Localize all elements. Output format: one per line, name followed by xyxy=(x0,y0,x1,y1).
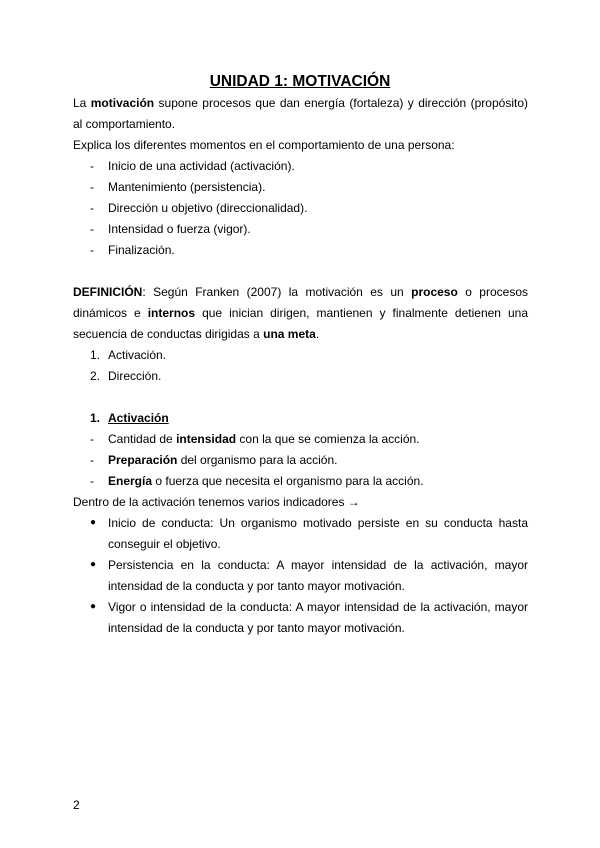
list-item: Inicio de una actividad (activación). xyxy=(108,159,295,173)
list-item xyxy=(108,473,424,489)
definition-line-1 xyxy=(73,284,528,300)
page-title: UNIDAD 1: MOTIVACIÓN xyxy=(209,73,391,90)
list-item: Mantenimiento (persistencia). xyxy=(108,180,266,194)
indicator-item: Persistencia en la conducta: A mayor intensidad de la activación, mayor intensidad de la conducta y por tanto mayor motivación. xyxy=(108,558,528,593)
list-dash: - xyxy=(90,180,94,194)
definition-label: DEFINICIÓN xyxy=(73,285,143,299)
list-dash: - xyxy=(90,159,94,173)
indicators-intro: Dentro de la activación tenemos varios indicadores → xyxy=(73,495,360,509)
definition-text: secuencia de conductas dirigidas a xyxy=(73,327,264,341)
item-bold: Preparación xyxy=(108,453,178,467)
list-item: Intensidad o fuerza (vigor). xyxy=(108,222,251,236)
list-dash: - xyxy=(90,243,94,257)
definition-text: o procesos xyxy=(457,285,528,299)
item-text: con la que se comienza la acción. xyxy=(236,432,420,446)
list-dash: - xyxy=(90,453,94,467)
intro-bold-motivacion: motivación xyxy=(90,96,155,110)
list-dash: - xyxy=(90,432,94,446)
indicator-item: Inicio de conducta: Un organismo motivado persiste en su conducta hasta conseguir el objetivo. xyxy=(108,516,528,551)
section-heading: Activación xyxy=(108,411,169,425)
list-number: 1. xyxy=(90,348,101,362)
definition-text: . xyxy=(315,327,320,341)
definition-bold-internos: internos xyxy=(147,306,196,320)
list-dash: - xyxy=(90,474,94,488)
intro-line-3: Explica los diferentes momentos en el comportamiento de una persona: xyxy=(73,138,455,152)
bullet-dot: ● xyxy=(90,559,97,570)
definition-bold-meta: una meta xyxy=(263,327,316,341)
item-bold: intensidad xyxy=(176,432,237,446)
intro-line-2: al comportamiento. xyxy=(73,117,176,131)
list-item xyxy=(108,431,420,447)
bullet-dot: ● xyxy=(90,517,97,528)
list-dash: - xyxy=(90,201,94,215)
definition-line-3 xyxy=(73,326,319,342)
definition-text: dinámicos e xyxy=(73,306,148,320)
intro-line-1 xyxy=(73,95,528,111)
list-item: Finalización. xyxy=(108,243,175,257)
item-text: del organismo para la acción. xyxy=(177,453,338,467)
list-number: 2. xyxy=(90,369,101,383)
indicator-item: Vigor o intensidad de la conducta: A mayor intensidad de la activación, mayor intensidad de la conducta y por tanto mayor motivación. xyxy=(108,600,528,635)
list-item: Dirección. xyxy=(108,369,162,383)
item-bold: Energía xyxy=(108,474,153,488)
list-dash: - xyxy=(90,222,94,236)
intro-text: La xyxy=(73,96,91,110)
bullet-dot: ● xyxy=(90,601,97,612)
item-text: o fuerza que necesita el organismo para la acción. xyxy=(152,474,424,488)
page-number: 2 xyxy=(73,798,80,812)
definition-text: que inician dirigen, mantienen y finalmente detienen una xyxy=(195,306,528,320)
list-item xyxy=(108,452,337,468)
definition-bold-proceso: proceso xyxy=(411,285,458,299)
definition-text: : Según Franken (2007) la motivación es un xyxy=(142,285,412,299)
definition-line-2 xyxy=(73,305,528,321)
intro-text: supone procesos que dan energía (fortaleza) y dirección (propósito) xyxy=(154,96,528,110)
item-text: Cantidad de xyxy=(108,432,177,446)
section-number: 1. xyxy=(90,411,101,425)
list-item: Activación. xyxy=(108,348,167,362)
list-item: Dirección u objetivo (direccionalidad). xyxy=(108,201,308,215)
